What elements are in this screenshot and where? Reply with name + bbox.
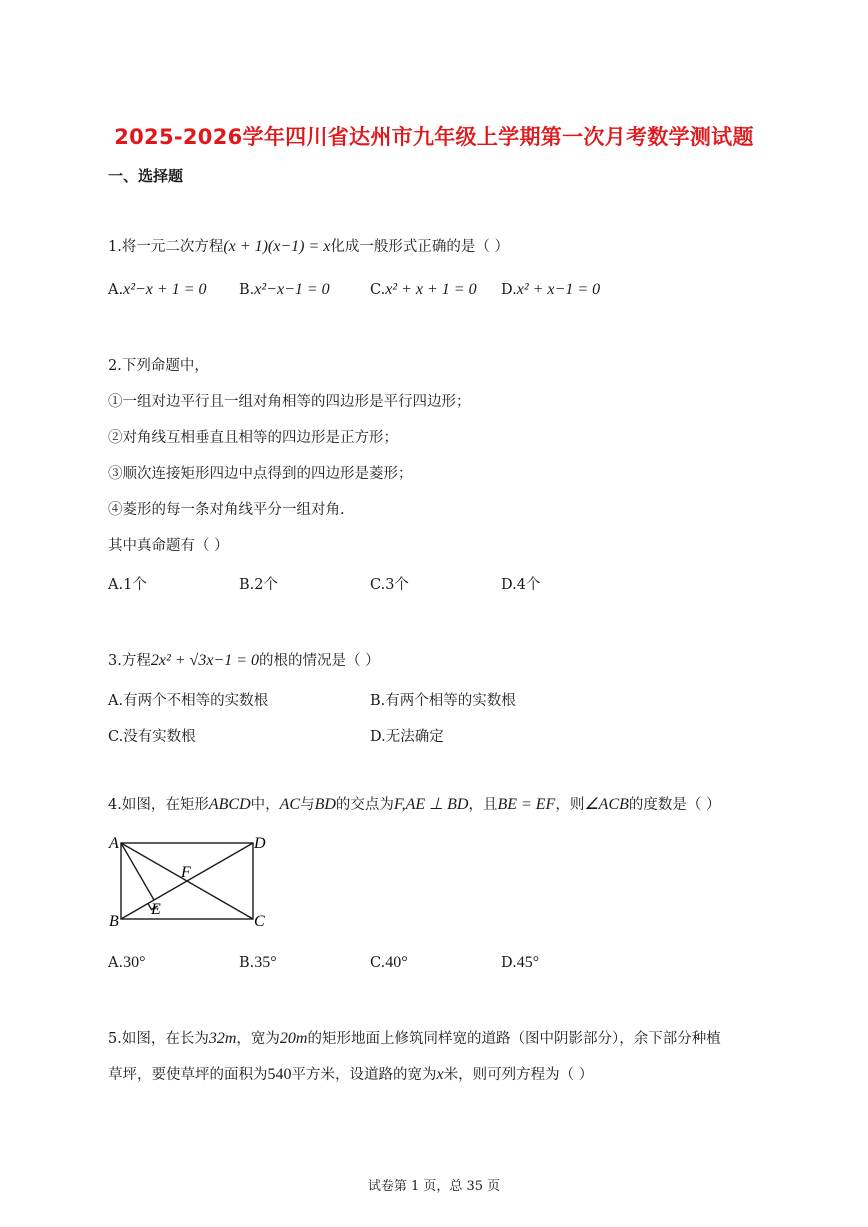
question-1-prefix: 1.将一元二次方程 — [108, 239, 224, 255]
question-2-item-1: ①一组对边平行且一组对角相等的四边形是平行四边形； — [108, 394, 471, 410]
question-2-item-4: ④菱形的每一条对角线平分一组对角. — [108, 502, 345, 518]
question-3-option-d: D.无法确定 — [370, 729, 444, 745]
label-d: D — [254, 835, 266, 852]
question-2-item-2: ②对角线互相垂直且相等的四边形是正方形； — [108, 430, 398, 446]
question-2-item-3: ③顺次连接矩形四边中点得到的四边形是菱形； — [108, 466, 413, 482]
label-c: C — [254, 913, 265, 930]
question-4-option-d: D.45° — [501, 954, 540, 971]
question-1-option-d: D.x² + x−1 = 0 — [501, 281, 601, 298]
question-3-option-c: C.没有实数根 — [108, 729, 196, 745]
perpendicular-ae — [121, 843, 154, 900]
question-1-stem — [108, 237, 509, 257]
rectangle-figure — [104, 830, 274, 934]
question-1-equation: (x + 1)(x−1) = x — [223, 238, 331, 255]
label-e: E — [151, 901, 161, 918]
question-2-stem: 2.下列命题中， — [108, 358, 209, 374]
label-f: F — [181, 864, 191, 881]
question-3-option-a: A.有两个不相等的实数根 — [108, 693, 269, 709]
question-2-option-b: B.2个 — [239, 577, 278, 593]
section-heading: 一、选择题 — [108, 167, 184, 185]
question-2-option-d: D.4个 — [501, 577, 541, 593]
page-footer: 试卷第 1 页，总 35 页 — [367, 1179, 501, 1194]
question-3-equation: 2x² + √3x−1 = 0 — [150, 652, 260, 669]
label-b: B — [109, 913, 119, 930]
question-2-option-a: A.1个 — [108, 577, 147, 593]
question-3-stem: 3.方程2x² + √3x−1 = 0的根的情况是（ ） — [108, 652, 380, 669]
question-5-line-2: 草坪，要使草坪的面积为540平方米，设道路的宽为x米，则可列方程为（ ） — [108, 1066, 594, 1083]
page-title: 2025-2026学年四川省达州市九年级上学期第一次月考数学测试题 — [114, 125, 754, 149]
question-1-suffix: 化成一般形式正确的是（ ） — [330, 239, 509, 255]
question-2-question: 其中真命题有（ ） — [108, 538, 229, 554]
question-1-option-c: C.x² + x + 1 = 0 — [370, 281, 477, 298]
question-2-option-c: C.3个 — [370, 577, 409, 593]
question-4-stem: 4.如图，在矩形ABCD中，AC与BD的交点为F,AE ⊥ BD，且BE = EF，则∠ACB的度数是（ ） — [108, 796, 721, 813]
question-1-option-a: A.x²−x + 1 = 0 — [108, 281, 207, 298]
question-4-option-c: C.40° — [370, 954, 408, 971]
question-4-option-a: A.30° — [108, 954, 146, 971]
question-4-option-b: B.35° — [239, 954, 277, 971]
question-5-line-1: 5.如图，在长为32m，宽为20m的矩形地面上修筑同样宽的道路（图中阴影部分），余下部分种植 — [108, 1030, 721, 1047]
label-a: A — [109, 835, 119, 852]
question-1-option-b: B.x²−x−1 = 0 — [239, 281, 330, 298]
question-3-option-b: B.有两个相等的实数根 — [370, 693, 516, 709]
